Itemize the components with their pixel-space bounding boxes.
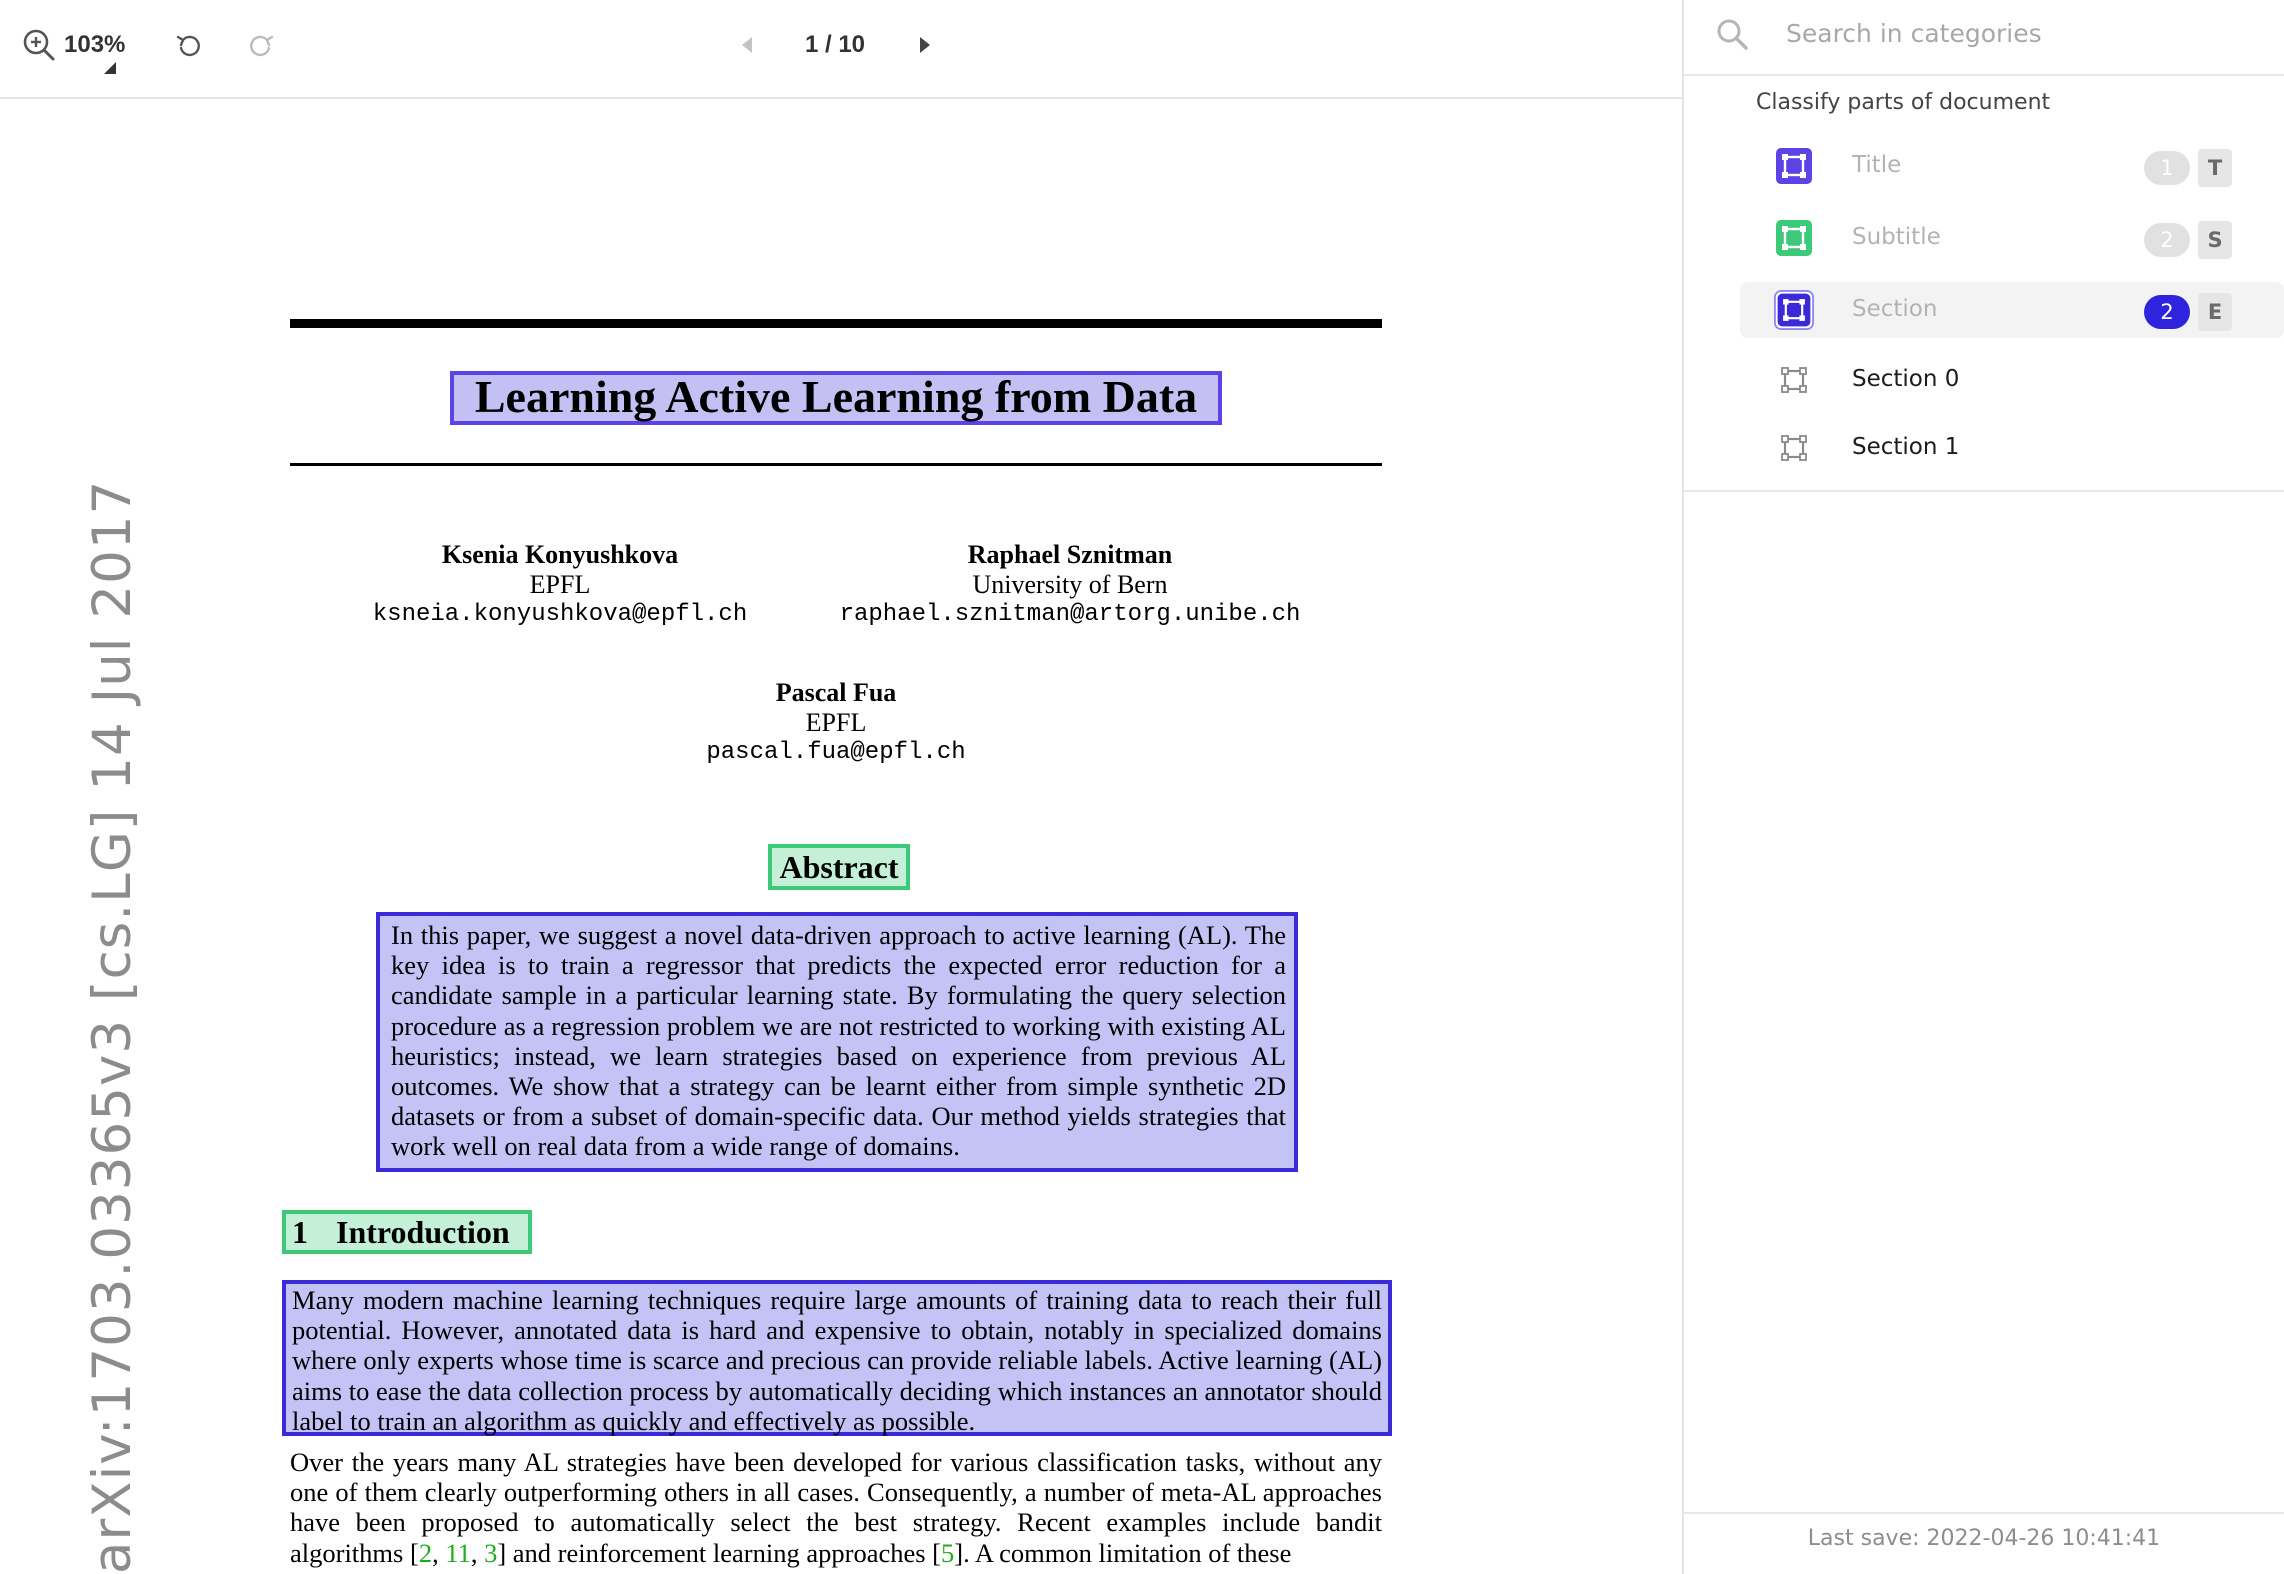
zoom-dropdown-indicator[interactable] [104, 62, 116, 74]
category-label: Section 0 [1852, 366, 1960, 392]
title-rule [290, 463, 1382, 466]
category-item-subtitle[interactable] [1740, 210, 2284, 266]
abstract-text[interactable]: In this paper, we suggest a novel data-driven approach to active learning (AL). The key idea is to train a regressor that predicts the expected error reduction for a candidate sample in a particular learning state. By formulating the query selection procedure as a regression problem we are not restricted to working with existing AL heuristics; instead, we learn strategies based on experience from previous AL outcomes. We show that a strategy can be learnt either from simple synthetic 2D datasets or from a subset of domain-specific data. Our method yields strategies that work well on real data from a wide range of domains. [376, 912, 1298, 1172]
citation-link[interactable]: 2 [418, 1537, 433, 1568]
arxiv-stamp: arXiv:1703.03365v3 [cs.LG] 14 Jul 2017 [82, 479, 143, 1574]
author-name: Pascal Fua [775, 678, 897, 707]
hotkey-badge: E [2198, 293, 2232, 331]
author-block [636, 678, 1036, 768]
hotkey-badge: T [2198, 149, 2232, 187]
category-count-badge: 2 [2144, 295, 2190, 329]
document-page [0, 100, 1682, 1574]
category-count-badge: 2 [2144, 223, 2190, 257]
category-item-title[interactable] [1740, 138, 2284, 194]
category-label: Subtitle [1852, 224, 1941, 250]
hotkey-badge: S [2198, 221, 2232, 259]
redo-icon [247, 31, 275, 59]
search-input[interactable] [1786, 12, 2256, 54]
panel-divider [1684, 490, 2284, 492]
author-block [340, 540, 780, 630]
bounding-box-icon [1774, 290, 1814, 330]
author-block [820, 540, 1320, 630]
author-email: ksneia.konyushkova@epfl.ch [372, 601, 748, 628]
category-panel [1682, 0, 2284, 1574]
last-save-status: Last save: 2022-04-26 10:41:41 [1684, 1512, 2284, 1574]
author-name: Ksenia Konyushkova [441, 540, 679, 569]
paragraph-text: Over the years many AL strategies have been developed for various classification tasks, without any one of them clearly outperforming others in all cases. Consequently, a number of meta-AL approaches have been proposed to automatically select the best strategy. Recent examples include bandit algorithms [ [290, 1447, 1382, 1568]
paragraph-text: ] and reinforcement learning approaches [ [497, 1537, 941, 1568]
author-email: pascal.fua@epfl.ch [706, 739, 966, 766]
zoom-control[interactable] [22, 28, 125, 62]
bounding-box-icon [1774, 218, 1814, 258]
category-item-section-1[interactable] [1740, 420, 2284, 476]
zoom-in-icon [22, 28, 56, 62]
paper-title[interactable]: Learning Active Learning from Data [450, 371, 1222, 425]
undo-icon [175, 31, 203, 59]
abstract-heading[interactable]: Abstract [768, 844, 910, 890]
next-page-icon [911, 31, 939, 59]
section-number: 1 [292, 1214, 308, 1250]
category-search [1684, 0, 2284, 76]
zoom-level: 103% [64, 31, 126, 58]
author-affiliation: EPFL [805, 708, 867, 737]
author-email: raphael.sznitman@artorg.unibe.ch [839, 601, 1301, 628]
intro-paragraph[interactable]: Many modern machine learning techniques require large amounts of training data to reach their full potential. However, annotated data is hard and expensive to obtain, notably in specialized domains where only experts whose time is scarce and precious can provide reliable labels. Active learning (AL) aims to ease the data collection process by automatically deciding which instances an annotator should label to train an algorithm as quickly and effectively as possible. [282, 1280, 1392, 1436]
panel-title: Classify parts of document [1756, 90, 2051, 115]
search-icon [1714, 16, 1752, 54]
paragraph-text: ]. A common limitation of these [954, 1537, 1292, 1568]
next-page-button[interactable] [908, 28, 942, 62]
redo-button[interactable] [244, 28, 278, 62]
section-heading[interactable] [282, 1210, 532, 1254]
bounding-box-icon [1774, 428, 1814, 468]
body-paragraph: Over the years many AL strategies have been developed for various classification tasks, without any one of them clearly outperforming others in all cases. Consequently, a number of meta-AL approaches have been proposed to automatically select the best strategy. Recent examples include bandit algorithms [2, 11, 3] and reinforcement learning approaches [5]. A common limitation of these [290, 1447, 1382, 1568]
prev-page-icon [733, 31, 761, 59]
category-label: Title [1852, 152, 1902, 178]
page-indicator: 1 / 10 [804, 31, 866, 58]
viewer-toolbar [0, 0, 1682, 99]
category-label: Section 1 [1852, 434, 1960, 460]
section-title: Introduction [336, 1214, 510, 1250]
author-affiliation: EPFL [529, 570, 591, 599]
citation-link[interactable]: 11 [445, 1537, 471, 1568]
author-name: Raphael Sznitman [967, 540, 1173, 569]
category-label: Section [1852, 296, 1938, 322]
citation-link[interactable]: 5 [941, 1537, 955, 1568]
prev-page-button[interactable] [730, 28, 764, 62]
undo-button[interactable] [172, 28, 206, 62]
bounding-box-icon [1774, 146, 1814, 186]
category-item-section-0[interactable] [1740, 352, 2284, 408]
category-item-section[interactable] [1740, 282, 2284, 338]
bounding-box-icon [1774, 360, 1814, 400]
citation-link[interactable]: 3 [484, 1537, 498, 1568]
top-rule [290, 319, 1382, 328]
category-count-badge: 1 [2144, 151, 2190, 185]
author-affiliation: University of Bern [972, 570, 1168, 599]
